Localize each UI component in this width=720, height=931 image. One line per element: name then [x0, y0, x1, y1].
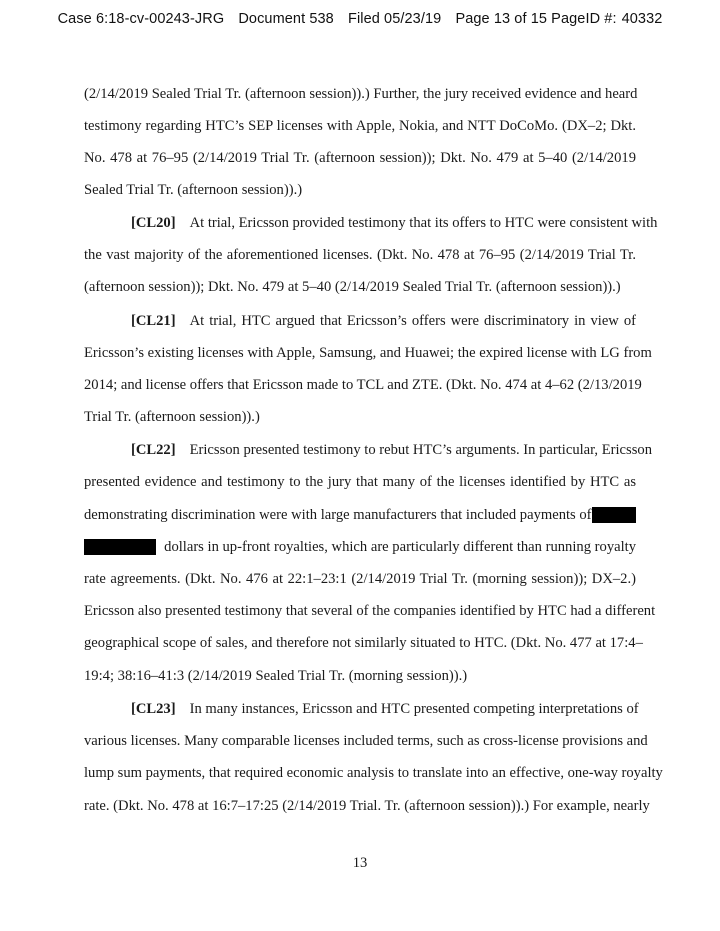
- paragraph-label-cl22: [CL22]: [131, 442, 176, 458]
- text-line: In many instances, Ericsson and HTC presented competing interpretations of: [189, 701, 639, 717]
- document-number: Document 538: [238, 11, 334, 27]
- text-line: dollars in up-front royalties, which are particularly different than running royalty: [164, 539, 636, 555]
- text-line: At trial, HTC argued that Ericsson’s offers were discriminatory in view of: [189, 313, 636, 329]
- text-line: Ericsson’s existing licenses with Apple, Samsung, and Huawei; the expired license with LG from: [84, 345, 652, 361]
- text-line: 19:4; 38:16–41:3 (2/14/2019 Sealed Trial Tr. (morning session)).): [84, 668, 468, 684]
- case-number: Case 6:18-cv-00243-JRG: [57, 11, 225, 27]
- text-line: rate. (Dkt. No. 478 at 16:7–17:25 (2/14/2019 Trial. Tr. (afternoon session)).) For example, nearly: [84, 798, 650, 814]
- text-line: Ericsson also presented testimony that several of the companies identified by HTC had a different: [84, 603, 656, 619]
- text-line: various licenses. Many comparable licenses included terms, such as cross-license provisions and: [84, 733, 648, 749]
- text-line: the vast majority of the aforementioned licenses. (Dkt. No. 478 at 76–95 (2/14/2019 Trial Tr.: [84, 247, 636, 263]
- paragraph-label-cl20: [CL20]: [131, 215, 176, 231]
- paragraph-label-cl21: [CL21]: [131, 313, 176, 329]
- redaction-box: [84, 539, 156, 555]
- text-line: 2014; and license offers that Ericsson made to TCL and ZTE. (Dkt. No. 474 at 4–62 (2/13/2019: [84, 377, 642, 393]
- paragraph-cl21-start: [131, 311, 636, 331]
- text-line-with-redaction: [84, 505, 636, 525]
- redaction-box: [592, 507, 636, 523]
- text-line: (2/14/2019 Sealed Trial Tr. (afternoon session)).) Further, the jury received evidence and heard: [84, 86, 638, 102]
- text-line: No. 478 at 76–95 (2/14/2019 Trial Tr. (afternoon session)); Dkt. No. 479 at 5–40 (2/14/2019: [84, 150, 636, 166]
- text-line: demonstrating discrimination were with large manufacturers that included payments of: [84, 507, 592, 523]
- filed-date: Filed 05/23/19: [348, 11, 442, 27]
- page-info: Page 13 of 15 PageID #:: [455, 11, 617, 27]
- text-line: Sealed Trial Tr. (afternoon session)).): [84, 182, 303, 198]
- paragraph-cl22-start: [131, 440, 652, 460]
- text-line: testimony regarding HTC’s SEP licenses with Apple, Nokia, and NTT DoCoMo. (DX–2; Dkt.: [84, 118, 636, 134]
- text-line: Ericsson presented testimony to rebut HTC’s arguments. In particular, Ericsson: [189, 442, 652, 458]
- text-line-with-redaction: [84, 537, 636, 557]
- text-line: geographical scope of sales, and therefore not similarly situated to HTC. (Dkt. No. 477 at 17:4–: [84, 635, 643, 651]
- paragraph-label-cl23: [CL23]: [131, 701, 176, 717]
- text-line: At trial, Ericsson provided testimony that its offers to HTC were consistent with: [189, 215, 658, 231]
- paragraph-cl23-start: [131, 699, 639, 719]
- text-line: rate agreements. (Dkt. No. 476 at 22:1–23:1 (2/14/2019 Trial Tr. (morning session)); DX–2.): [84, 571, 636, 587]
- page-number: 13: [352, 855, 368, 871]
- text-line: lump sum payments, that required economic analysis to translate into an effective, one-way royalty: [84, 765, 663, 781]
- text-line: presented evidence and testimony to the jury that many of the licenses identified by HTC as: [84, 474, 636, 490]
- case-header: [0, 11, 720, 27]
- paragraph-cl20-start: [131, 213, 658, 233]
- page-id: 40332: [621, 11, 663, 27]
- text-line: Trial Tr. (afternoon session)).): [84, 409, 260, 425]
- text-line: (afternoon session)); Dkt. No. 479 at 5–40 (2/14/2019 Sealed Trial Tr. (afternoon session)).): [84, 279, 621, 295]
